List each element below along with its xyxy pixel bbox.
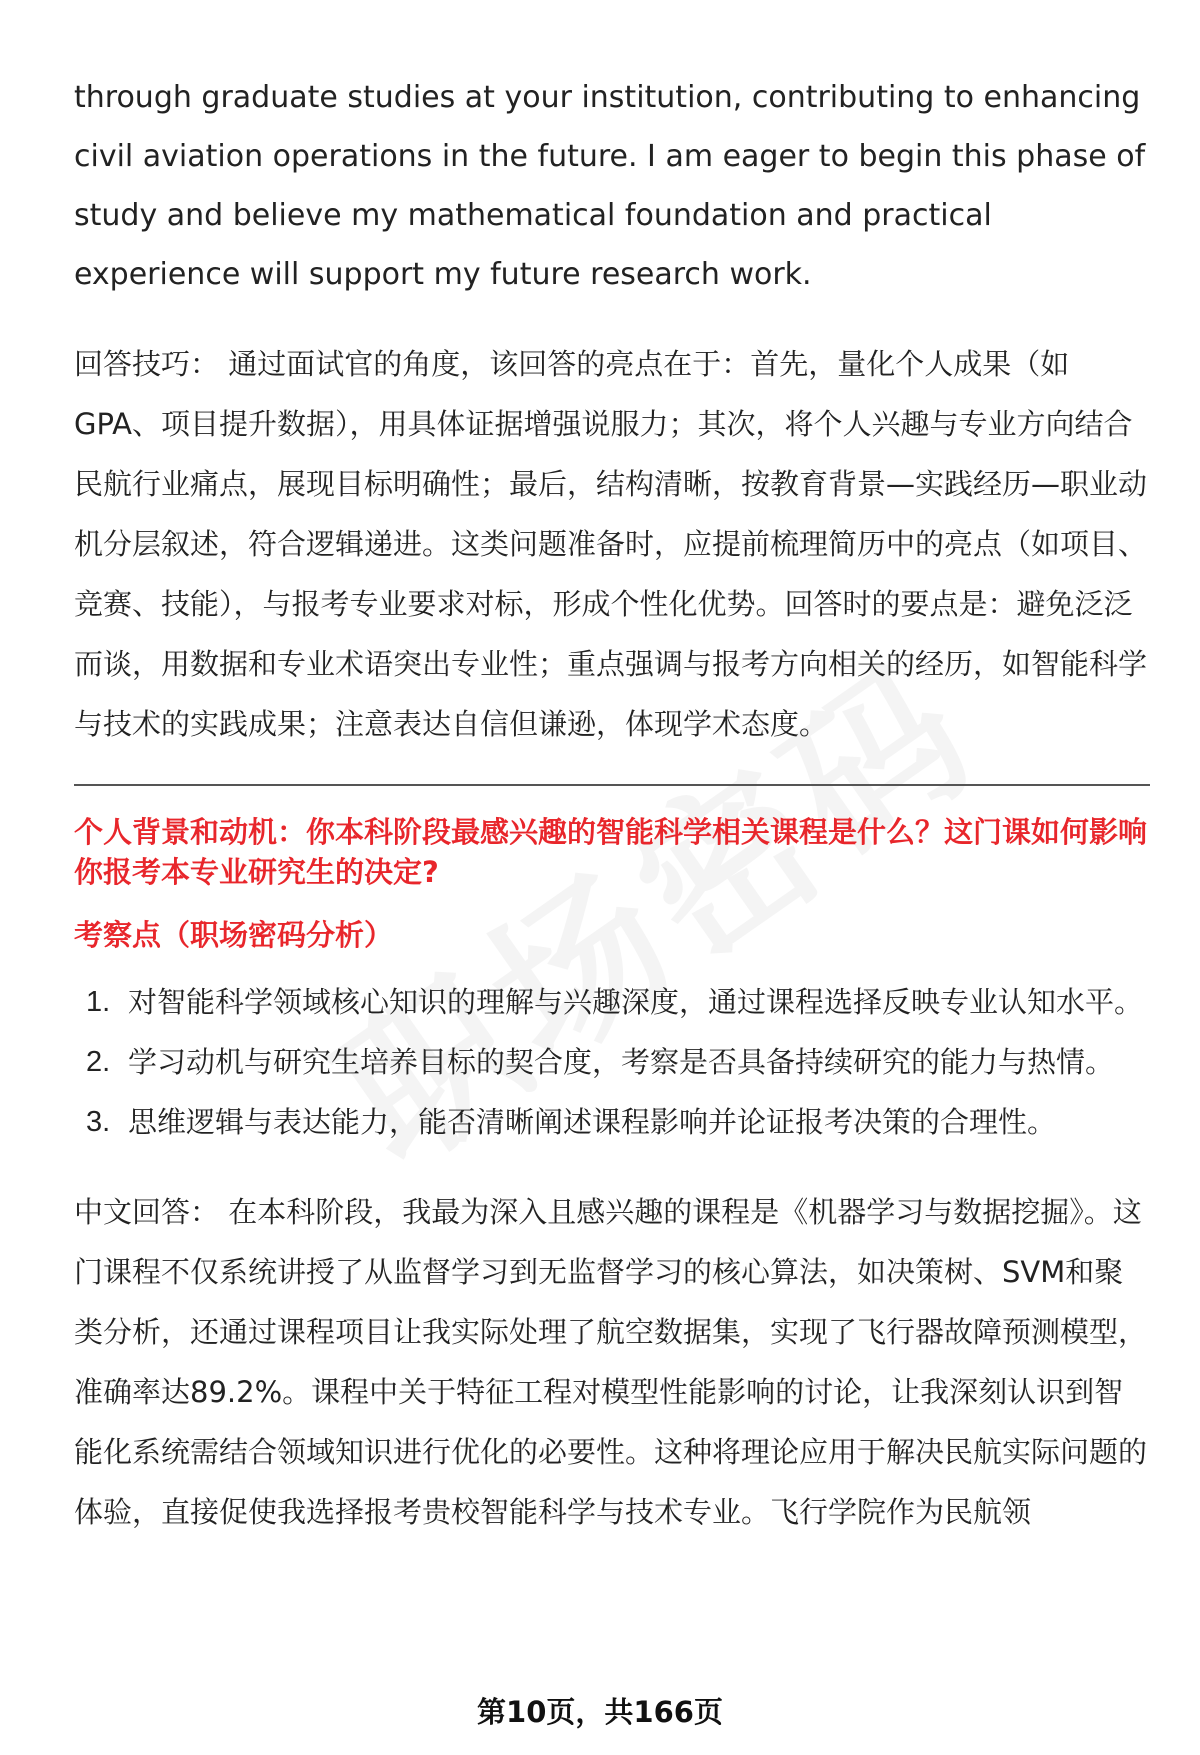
point-text: 对智能科学领域核心知识的理解与兴趣深度，通过课程选择反映专业认知水平。 <box>128 985 1144 1019</box>
english-answer-continuation: through graduate studies at your institution, contributing to enhancing civil aviation operations in the future. I am eager to begin this phase of study and believe my mathematical foundation and practical experience will support my future research work. <box>74 80 1146 292</box>
assessment-points-list <box>74 972 1150 1152</box>
chinese-answer-text: 在本科阶段，我最为深入且感兴趣的课程是《机器学习与数据挖掘》。这门课程不仅系统讲授了从监督学习到无监督学习的核心算法，如决策树、SVM和聚类分析，还通过课程项目让我实际处理了航空数据集，实现了飞行器故障预测模型，准确率达89.2%。课程中关于特征工程对模型性能影响的讨论，让我深刻认识到智能化系统需结合领域知识进行优化的必要性。这种将理论应用于解决民航实际问题的体验，直接促使我选择报考贵校智能科学与技术专业。飞行学院作为民航领 <box>74 1195 1148 1529</box>
answer-tip-paragraph <box>74 334 1150 754</box>
assessment-point <box>74 972 1150 1032</box>
answer-tip-label: 回答技巧： <box>74 347 220 381</box>
section-divider <box>74 784 1150 786</box>
point-text: 学习动机与研究生培养目标的契合度，考察是否具备持续研究的能力与热情。 <box>128 1045 1115 1079</box>
point-number: 2. <box>86 1046 111 1078</box>
chinese-answer-label: 中文回答： <box>74 1195 220 1229</box>
question-heading: 个人背景和动机：你本科阶段最感兴趣的智能科学相关课程是什么？这门课如何影响你报考本专业研究生的决定? <box>74 815 1148 889</box>
chinese-answer-paragraph <box>74 1182 1150 1542</box>
page-number-footer: 第10页，共166页 <box>477 1695 723 1729</box>
point-number: 1. <box>86 986 111 1018</box>
page-content <box>74 68 1150 1542</box>
point-number: 3. <box>86 1106 111 1138</box>
assessment-point <box>74 1032 1150 1092</box>
point-text: 思维逻辑与表达能力，能否清晰阐述课程影响并论证报考决策的合理性。 <box>128 1105 1057 1139</box>
assessment-point <box>74 1092 1150 1152</box>
answer-tip-text: 通过面试官的角度，该回答的亮点在于：首先，量化个人成果（如GPA、项目提升数据），用具体证据增强说服力；其次，将个人兴趣与专业方向结合民航行业痛点，展现目标明确性；最后，结构清晰，按教育背景—实践经历—职业动机分层叙述，符合逻辑递进。这类问题准备时，应提前梳理简历中的亮点（如项目、竞赛、技能），与报考专业要求对标，形成个性化优势。回答时的要点是：避免泛泛而谈，用数据和专业术语突出专业性；重点强调与报考方向相关的经历，如智能科学与技术的实践成果；注意表达自信但谦逊，体现学术态度。 <box>74 347 1148 741</box>
assessment-heading: 考察点（职场密码分析） <box>74 918 394 952</box>
